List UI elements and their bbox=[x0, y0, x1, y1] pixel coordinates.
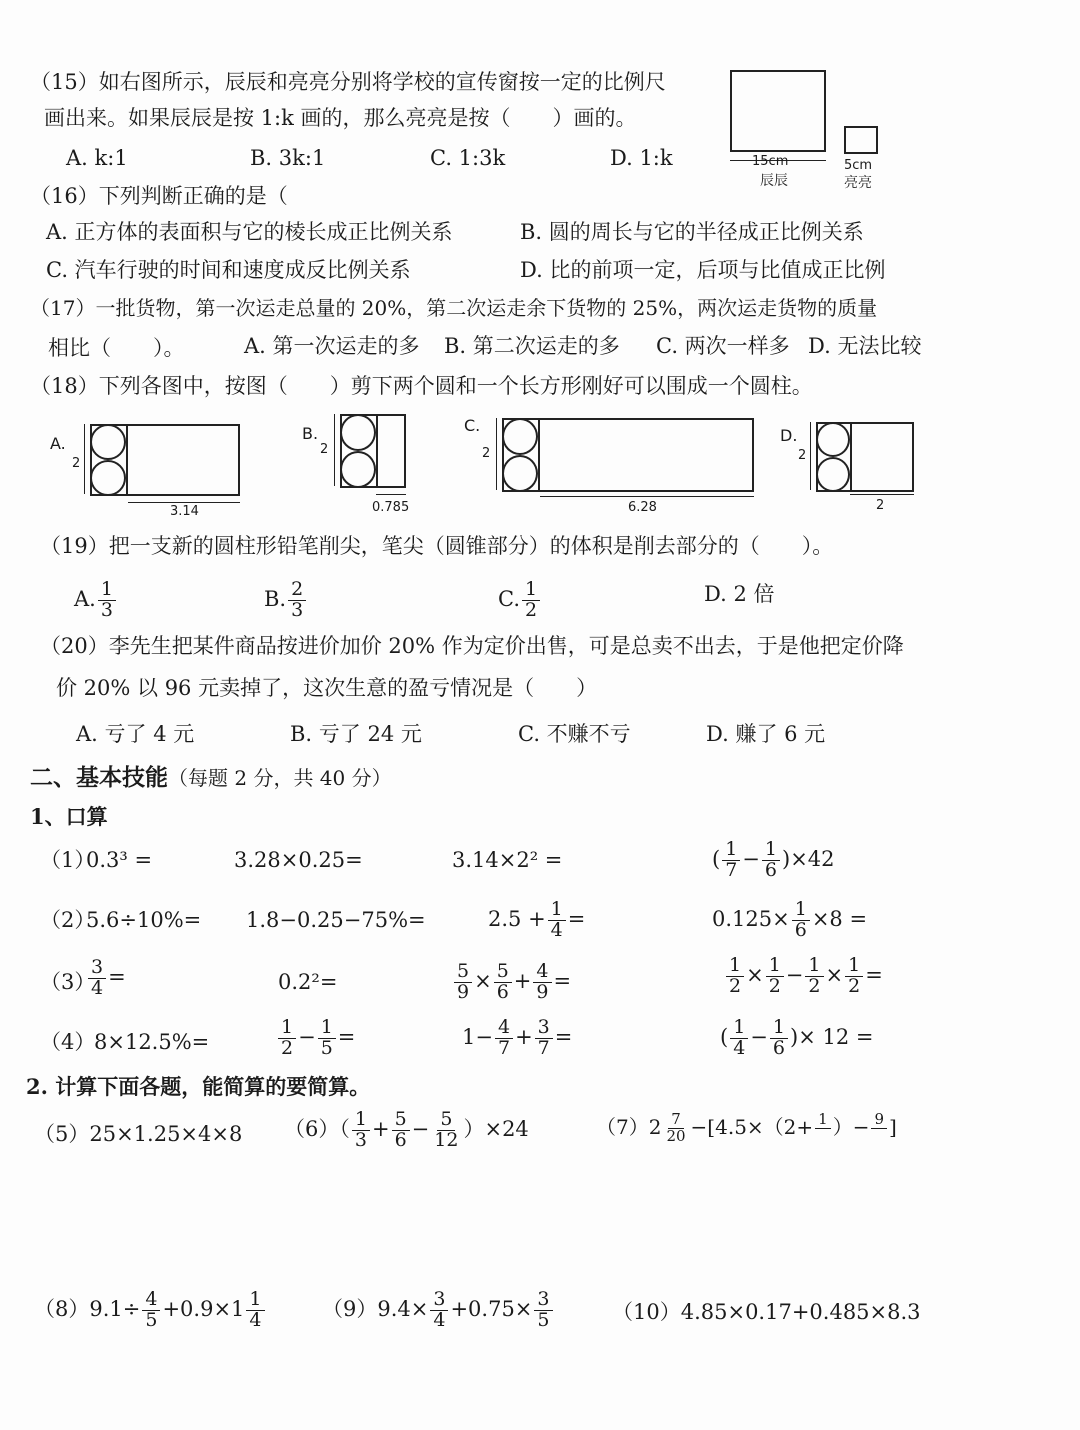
q17-option-a: A. 第一次运走的多 bbox=[244, 334, 420, 358]
q18-figure-b[interactable] bbox=[302, 414, 422, 524]
q18-figure-a-letter: A. bbox=[50, 434, 66, 453]
oral-r1-a: 0.3³ = bbox=[86, 848, 153, 872]
q16-option-a: A. 正方体的表面积与它的棱长成正比例关系 bbox=[46, 220, 453, 244]
oral-r3-a: $\frac{3}{4}$ = bbox=[86, 958, 126, 999]
q18-figure-c-height: 2 bbox=[482, 446, 491, 461]
calc-p7: （7）2 $\frac{7}{20}$ −[4.5×（2+ 1 ）− 9 ] bbox=[596, 1110, 897, 1145]
q15-option-c: C. 1:3k bbox=[430, 146, 506, 170]
oral-r4-label: （4） bbox=[40, 1030, 96, 1054]
q18-figure-d-letter: D. bbox=[780, 426, 798, 445]
oral-r3-d: $\frac{1}{2}$ × $\frac{1}{2}$ − $\frac{1}{2}$ × $\frac{1}{2}$ = bbox=[724, 956, 883, 997]
fraction: $\frac{1}{3}$ bbox=[98, 580, 116, 621]
q18-figure-c-width: 6.28 bbox=[628, 500, 657, 515]
q17-option-b: B. 第二次运走的多 bbox=[444, 334, 620, 358]
q15-figure bbox=[726, 70, 886, 190]
q20-option-a[interactable]: A. 亏了 4 元 bbox=[76, 722, 195, 746]
q19-option-c[interactable]: C. $\frac{1}{2}$ bbox=[498, 580, 542, 621]
calc-p9: （9）9.4× $\frac{3}{4}$ +0.75× $\frac{3}{5}$ bbox=[322, 1290, 555, 1331]
q17-line1: （17）一批货物，第一次运走总量的 20%，第二次运走余下货物的 25%，两次运走货物的质量 bbox=[30, 296, 878, 320]
oral-r4-d: ( $\frac{1}{4}$ − $\frac{1}{6}$ )× 12 = bbox=[720, 1016, 874, 1059]
q19-option-a[interactable]: A. $\frac{1}{3}$ bbox=[74, 580, 118, 621]
calc-p8: （8）9.1÷ $\frac{4}{5}$ +0.9×1 $\frac{1}{4}$ bbox=[34, 1290, 267, 1331]
oral-r2-b: 1.8−0.25−75%= bbox=[246, 908, 426, 932]
oral-r1-c: 3.14×2² = bbox=[452, 848, 563, 872]
q18-figure-c[interactable] bbox=[464, 414, 764, 524]
calc-p10: （10）4.85×0.17+0.485×8.3 bbox=[612, 1300, 921, 1324]
q15-option-b: B. 3k:1 bbox=[250, 146, 326, 170]
q19-stem: （19）把一支新的圆柱形铅笔削尖，笔尖（圆锥部分）的体积是削去部分的（ ）。 bbox=[40, 534, 834, 558]
q16-option-c: C. 汽车行驶的时间和速度成反比例关系 bbox=[46, 258, 411, 282]
section2-heading: 二、基本技能（每题 2 分，共 40 分） bbox=[30, 764, 392, 791]
oral-r4-b: $\frac{1}{2}$ − $\frac{1}{5}$ = bbox=[276, 1018, 355, 1059]
q15-line1: （15）如右图所示，辰辰和亮亮分别将学校的宣传窗按一定的比例尺 bbox=[30, 70, 666, 94]
oral-r4-a: 8×12.5%= bbox=[94, 1030, 210, 1054]
q17-option-c: C. 两次一样多 bbox=[656, 334, 790, 358]
q15-big-window bbox=[730, 70, 826, 152]
q18-figure-b-letter: B. bbox=[302, 424, 319, 443]
q17-option-d: D. 无法比较 bbox=[808, 334, 922, 358]
q16-option-b: B. 圆的周长与它的半径成正比例关系 bbox=[520, 220, 864, 244]
q18-figure-b-width: 0.785 bbox=[372, 500, 410, 515]
q20-option-c[interactable]: C. 不赚不亏 bbox=[518, 722, 631, 746]
oral-r1-b: 3.28×0.25= bbox=[234, 848, 363, 872]
oral-r4-c: 1− $\frac{4}{7}$ + $\frac{3}{7}$ = bbox=[462, 1016, 573, 1059]
oral-r3-c: $\frac{5}{9}$ × $\frac{5}{6}$ + $\frac{4}{9}$ = bbox=[452, 962, 571, 1003]
q18-figure-a-width: 3.14 bbox=[170, 504, 199, 519]
q19-option-d[interactable]: D. 2 倍 bbox=[704, 582, 775, 606]
q15-small-width-label: 5cm bbox=[844, 158, 873, 173]
oral-r3-label: （3） bbox=[40, 970, 96, 994]
fraction: $\frac{2}{3}$ bbox=[288, 580, 306, 621]
q15-small-window bbox=[844, 126, 878, 154]
q20-option-d[interactable]: D. 赚了 6 元 bbox=[706, 722, 826, 746]
oral-r2-a: 5.6÷10%= bbox=[86, 908, 202, 932]
q20-option-b[interactable]: B. 亏了 24 元 bbox=[290, 722, 422, 746]
q15-option-d: D. 1:k bbox=[610, 146, 673, 170]
oral-r2-label: （2） bbox=[40, 908, 96, 932]
q20-line1: （20）李先生把某件商品按进价加价 20% 作为定价出售，可是总卖不出去，于是他把定价降 bbox=[40, 634, 904, 658]
q18-figure-c-letter: C. bbox=[464, 416, 481, 435]
q16-option-d: D. 比的前项一定，后项与比值成正比例 bbox=[520, 258, 886, 282]
oral-r3-b: 0.2²= bbox=[278, 970, 338, 994]
oral-title: 1、口算 bbox=[30, 804, 108, 829]
q15-big-width-label: 15cm bbox=[752, 154, 789, 169]
q18-figure-a[interactable] bbox=[50, 422, 250, 522]
calc-title: 2. 计算下面各题，能简算的要简算。 bbox=[26, 1074, 371, 1099]
q19-option-b[interactable]: B. $\frac{2}{3}$ bbox=[264, 580, 308, 621]
q15-line2: 画出来。如果辰辰是按 1:k 画的，那么亮亮是按（ ）画的。 bbox=[44, 106, 637, 130]
q15-option-a: A. k:1 bbox=[66, 146, 128, 170]
q18-figure-d[interactable] bbox=[780, 418, 930, 518]
calc-p6: （6）（ $\frac{1}{3}$ + $\frac{5}{6}$ − $\frac{5}{12}$ ）×24 bbox=[284, 1108, 529, 1151]
q18-figure-d-width: 2 bbox=[876, 498, 885, 513]
q20-line2: 价 20% 以 96 元卖掉了，这次生意的盈亏情况是（ ） bbox=[56, 676, 598, 700]
q15-big-name: 辰辰 bbox=[760, 173, 788, 189]
oral-r2-d: 0.125× $\frac{1}{6}$ ×8 = bbox=[712, 898, 868, 941]
calc-p5: （5）25×1.25×4×8 bbox=[34, 1122, 243, 1146]
q18-figure-b-height: 2 bbox=[320, 442, 329, 457]
q17-line2: 相比（ ）。 bbox=[48, 336, 185, 360]
fraction: $\frac{1}{2}$ bbox=[522, 580, 540, 621]
q16-stem: （16）下列判断正确的是（ bbox=[30, 184, 288, 208]
oral-r1-label: （1） bbox=[40, 848, 96, 872]
oral-r2-c: 2.5 + $\frac{1}{4}$ = bbox=[488, 898, 586, 941]
q18-stem: （18）下列各图中，按图（ ）剪下两个圆和一个长方形刚好可以围成一个圆柱。 bbox=[30, 374, 813, 398]
q18-figure-d-height: 2 bbox=[798, 448, 807, 463]
q18-figure-a-height: 2 bbox=[72, 456, 81, 471]
oral-r1-d: ( $\frac{1}{7}$ − $\frac{1}{6}$ )×42 bbox=[712, 838, 835, 881]
q15-small-name: 亮亮 bbox=[844, 175, 872, 191]
